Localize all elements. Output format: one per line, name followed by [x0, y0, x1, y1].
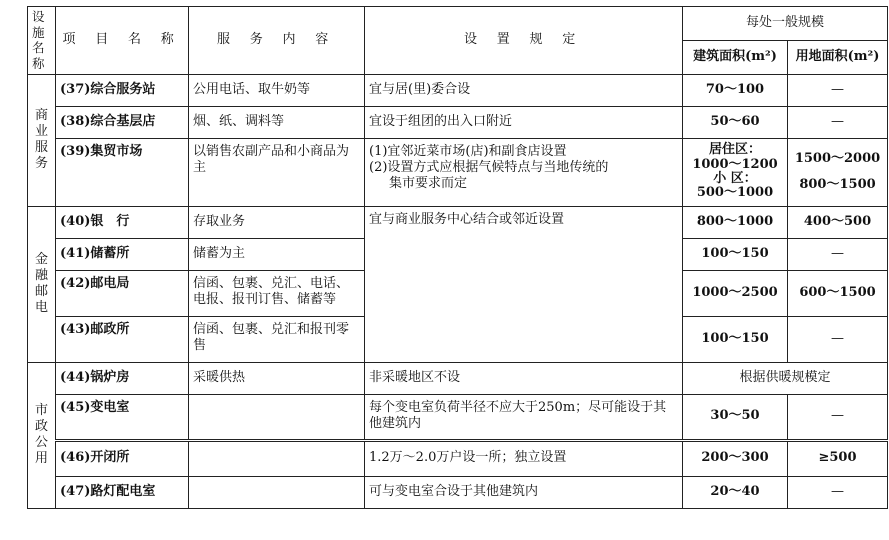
service-content: 信函、包裹、兑汇和报刊零售	[189, 316, 365, 362]
land-area: 1500～2000 800～1500	[788, 138, 888, 206]
header-setting-rule: 设 置 规 定	[365, 7, 683, 75]
item-name: (39)集贸市场	[56, 138, 189, 206]
building-area: 100～150	[683, 316, 788, 362]
item-name: (43)邮政所	[56, 316, 189, 362]
setting-rule: 可与变电室合设于其他建筑内	[365, 476, 683, 508]
service-content: 储蓄为主	[189, 238, 365, 270]
building-area: 居住区： 1000～1200 小 区： 500～1000	[683, 138, 788, 206]
service-content: 采暖供热	[189, 362, 365, 394]
service-content: 信函、包裹、兑汇、电话、电报、报刊订售、储蓄等	[189, 270, 365, 316]
land-area: —	[788, 238, 888, 270]
building-area: 1000～2500	[683, 270, 788, 316]
building-area: 50～60	[683, 106, 788, 138]
land-area: 600～1500	[788, 270, 888, 316]
item-name: (45)变电室	[56, 394, 189, 440]
category-commerce: 商 业 服 务	[28, 74, 56, 206]
service-content: 存取业务	[189, 206, 365, 238]
setting-rule: 宜设于组团的出入口附近	[365, 106, 683, 138]
land-area: 400～500	[788, 206, 888, 238]
building-area: 800～1000	[683, 206, 788, 238]
item-name: (46)开闭所	[56, 440, 189, 476]
header-land-area: 用地面积(m²)	[788, 40, 888, 74]
scale-note: 根据供暖规模定	[683, 362, 888, 394]
service-content	[189, 394, 365, 440]
service-content: 以销售农副产品和小商品为主	[189, 138, 365, 206]
land-area: ≥500	[788, 440, 888, 476]
item-name: (47)路灯配电室	[56, 476, 189, 508]
setting-rule: 宜与商业服务中心结合或邻近设置	[365, 206, 683, 362]
setting-rule: 非采暖地区不设	[365, 362, 683, 394]
header-facility-name: 设施 名称	[28, 7, 56, 75]
building-area: 200～300	[683, 440, 788, 476]
category-municipal: 市 政 公 用	[28, 362, 56, 508]
building-area: 30～50	[683, 394, 788, 440]
setting-rule: 每个变电室负荷半径不应大于250m；尽可能设于其他建筑内	[365, 394, 683, 440]
land-area: —	[788, 106, 888, 138]
building-area: 70～100	[683, 74, 788, 106]
service-content	[189, 440, 365, 476]
setting-rule: 宜与居(里)委合设	[365, 74, 683, 106]
building-area: 100～150	[683, 238, 788, 270]
header-building-area: 建筑面积(m²)	[683, 40, 788, 74]
header-service-content: 服 务 内 容	[189, 7, 365, 75]
item-name: (44)锅炉房	[56, 362, 189, 394]
service-content: 烟、纸、调料等	[189, 106, 365, 138]
item-name: (41)储蓄所	[56, 238, 189, 270]
land-area: —	[788, 316, 888, 362]
header-scale: 每处一般规模	[683, 7, 888, 41]
item-name: (42)邮电局	[56, 270, 189, 316]
setting-rule: 1.2万～2.0万户设一所；独立设置	[365, 440, 683, 476]
service-content	[189, 476, 365, 508]
category-finance: 金 融 邮 电	[28, 206, 56, 362]
item-name: (40)银 行	[56, 206, 189, 238]
land-area: —	[788, 394, 888, 440]
land-area: —	[788, 74, 888, 106]
building-area: 20～40	[683, 476, 788, 508]
facility-table	[27, 6, 888, 509]
land-area: —	[788, 476, 888, 508]
setting-rule: (1)宜邻近菜市场(店)和副食店设置 (2)设置方式应根据气候特点与当地传统的 集市要求而定	[365, 138, 683, 206]
item-name: (37)综合服务站	[56, 74, 189, 106]
service-content: 公用电话、取牛奶等	[189, 74, 365, 106]
header-item-name: 项 目 名 称	[56, 7, 189, 75]
item-name: (38)综合基层店	[56, 106, 189, 138]
